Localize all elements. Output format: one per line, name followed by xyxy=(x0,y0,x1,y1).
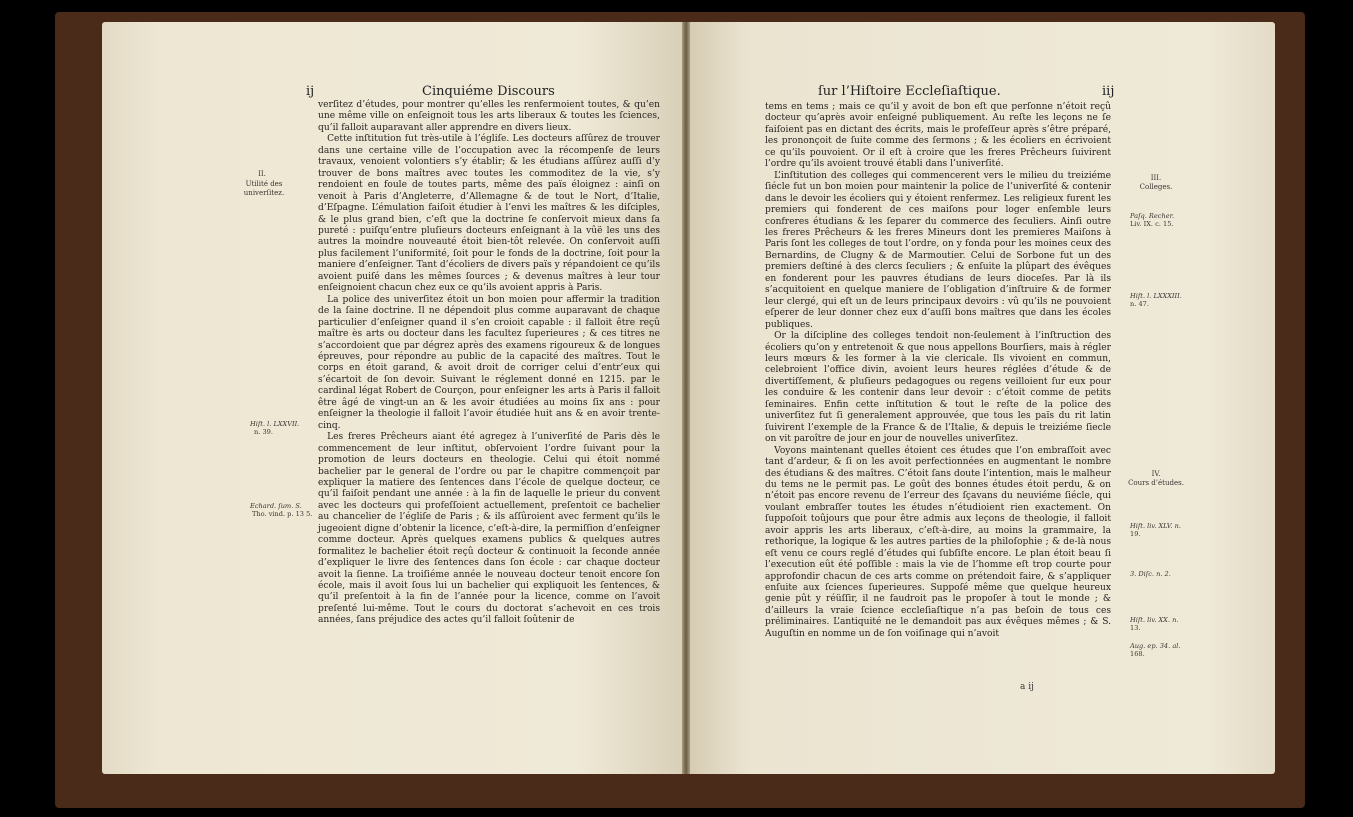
margin-note: Liv. IX. c. 15. xyxy=(1130,220,1174,228)
margin-note: n. 39. xyxy=(254,428,273,436)
paragraph: La police des univerſitez étoit un bon moien pour affermir la tradition de la ſaine doctrine. Il ne dépendoit plus comme auparavant de chaque particulier d’enſeigner quand il s’en croioit capable : il falloit être reçû maître ès arts ou docteur dans les facultez ſuperieures ; & ces titres ne s’accordoient que par dégrez après des examens rigoureux & de longues épreuves, pour répondre au public de la capacité des maîtres. Tout le corps en étoit garand, & avoit droit de corriger celui d’entr’eux qui s’écartoit de ſon devoir. Suivant le réglement donné en 1215. par le cardinal légat Robert de Courçon, pour enſeigner les arts à Paris il falloit être âgé de vingt-un an & les avoir étudiées au moins ſix ans : pour enſeigner la theologie il falloit l’avoir étudiée huit ans & en avoir trente-cinq. xyxy=(318,294,660,431)
margin-section-number: IV. xyxy=(1151,470,1161,478)
paragraph: L’inſtitution des colleges qui commencerent vers le milieu du treiziéme ſiécle fut un bon moien pour maintenir la police de l’univerſité & contenir dans le devoir les écoliers qui y étoient renfermez. Les religieux furent les premiers qui fonderent de ces maiſons pour loger enſemble leurs confreres étudians & les ſeparer du commerce des ſeculiers. Ainſi outre les freres Prêcheurs & les freres Mineurs dont les premieres Maiſons à Paris ſont les colleges de tout l’ordre, on y fonda pour les moines ceux des Bernardins, de Clugny & de Marmoutier. Celui de Sorbone fut un des premiers deſtiné à des clercs ſeculiers ; & enſuite la plûpart des évêques en fonderent pour les pauvres étudians de leurs dioceſes. Par là ils s’acquitoient en quelque maniere de l’obligation d’inſtruire & de former leur clergé, qui eſt un de leurs principaux devoirs : vû qu’ils ne pouvoient eſperer de leur donner chez eux d’auſſi bons maîtres que dans les écoles publiques. xyxy=(765,170,1111,330)
right-page xyxy=(690,22,1275,774)
paragraph: tems en tems ; mais ce qu’il y avoit de bon eſt que perſonne n’étoit reçû docteur qu’après avoir enſeigné publiquement. Au reſte les leçons ne ſe faiſoient pas en dictant des écrits, mais le profeſſeur après s’être préparé, les prononçoit de ſuite comme des ſermons ; & les écoliers en écrivoient ce qu’ils pouvoient. Or il eſt à croire que les freres Prêcheurs ſuivirent l’ordre qu’ils avoient trouvé établi dans l’univerſité. xyxy=(765,102,1111,170)
right-page-number: iij xyxy=(1102,84,1115,99)
left-page-number: ij xyxy=(306,84,315,99)
paragraph: Cette inſtitution fut très-utile à l’égliſe. Les docteurs aſſûrez de trouver dans une certaine ville de l’occupation avec la récompenſe de leurs travaux, venoient volontiers s’y établir; & les étudians aſſûrez auſſi d’y trouver de bons maîtres avec toutes les commoditez de la vie, s’y rendoient en foule de toutes parts, même des païs éloignez : ainſi on venoit à Paris d’Angleterre, d’Allemagne & de tout le Nort, d’Italie, d’Eſpagne. L’émulation faiſoit étudier à l’envi les maîtres & les diſciples, & le plus grand bien, c’eſt que la doctrine ſe conſervoit mieux dans ſa pureté : puiſqu’entre pluſieurs docteurs enſeignant à la vûë les uns des autres la moindre nouveauté étoit bien-tôt relevée. On conſervoit auſſi plus facilement l’uniformité, ſoit pour le fonds de la doctrine, ſoit pour la maniere d’enſeigner. Tant d’écoliers de divers païs y répandoient ce qu’ils avoient puiſé dans les mêmes ſources ; & devenus maîtres à leur tour enſeignoient chacun chez eux ce qu’ils avoient appris à Paris. xyxy=(318,134,660,294)
left-page xyxy=(102,22,682,774)
margin-note: Aug. ep. 34. al. xyxy=(1130,642,1181,650)
margin-note: Hiſt. liv. XX. n. xyxy=(1130,616,1179,624)
margin-note: n. 47. xyxy=(1130,300,1149,308)
margin-section-title: Cours d’études. xyxy=(1128,479,1184,487)
margin-section-title: Colleges. xyxy=(1139,183,1173,191)
margin-note: Hiſt. l. LXXXIII. xyxy=(1130,292,1182,300)
right-body-text xyxy=(765,102,1111,640)
margin-note: Hiſt. l. LXXVII. xyxy=(250,420,300,428)
paragraph: Les freres Prêcheurs aiant été agregez à l’univerſité de Paris dès le commencement de leur inſtitut, obſervoient l’ordre ſuivant pour la promotion de leurs docteurs en theologie. Celui qui étoit nommé bachelier par le general de l’ordre ou par le chapitre commençoit par expliquer la matiere des ſentences dans l’école de quelque docteur, ce qu’il faiſoit pendant une année : à la fin de laquelle le prieur du convent avec les docteurs qui profeſſoient actuellement, preſentoit ce bachelier au chancelier de l’égliſe de Paris ; & ils aſſûroient avec ferment qu’ils le jugeoient digne d’obtenir la licence, c’eſt-à-dire, la permiſſion d’enſeigner comme docteur. Après quelques examens publics & quelques autres formalitez le bachelier étoit reçû docteur & continuoit la ſeconde année d’expliquer le livre des ſentences dans ſon école : car chaque docteur avoit la ſienne. La troiſiéme année le nouveau docteur tenoit encore ſon école, mais il avoit ſous lui un bachelier qui expliquoit les ſentences, & qu’il preſentoit à la fin de l’année pour la licence, comme on l’avoit preſenté lui-même. Tout le cours du doctorat s’achevoit en ces trois années, ſans préjudice des actes qu’il falloit ſoûtenir de xyxy=(318,432,660,626)
margin-note: 13. xyxy=(1130,624,1141,632)
margin-section-number: III. xyxy=(1150,174,1162,182)
margin-section-number: II. xyxy=(258,170,266,178)
margin-note: 168. xyxy=(1130,650,1145,658)
page-signature: a ij xyxy=(1020,682,1034,692)
right-running-title: ſur l’Hiſtoire Eccleſiaſtique. xyxy=(818,84,1001,99)
margin-note: Echard. ſum. S. xyxy=(250,502,302,510)
paragraph: verſitez d’études, pour montrer qu’elles les renfermoient toutes, & qu’en une même ville on enſeignoit tous les arts liberaux & toutes les ſciences, qu’il falloit auparavant aller apprendre en divers lieux. xyxy=(318,100,660,133)
left-running-title: Cinquiéme Discours xyxy=(422,84,555,99)
paragraph: Voyons maintenant quelles étoient ces études que l’on embraſſoit avec tant d’ardeur, & ſi on les avoit perfectionnées en augmentant le nombre des étudians & des maîtres. C’étoit ſans doute l’intention, mais le malheur du tems ne le permit pas. Le goût des bonnes études étoit perdu, & on n’étoit pas encore revenu de l’erreur des ſçavans du neuviéme ſiécle, qui voulant embraſſer toutes les études n’étudioient rien exactement. On ſuppoſoit toûjours que pour être admis aux leçons de theologie, il falloit avoir appris les arts liberaux, c’eſt-à-dire, au moins la grammaire, la rethorique, la logique & les autres parties de la philoſophie ; & de-là nous eſt venu ce cours reglé d’études qui ſubſiſte encore. Le plan étoit beau ſi l’execution eût été poſſible : mais la vie de l’homme eſt trop courte pour approfondir chacun de ces arts comme on prétendoit faire, & s’appliquer enſuite aux ſciences ſuperieures. Suppoſé même que quelque heureux genie pût y réüſſir, il ne faudroit pas le propoſer à tout le monde ; & d’ailleurs la vraie ſcience eccleſiaſtique n’a pas beſoin de tous ces préliminaires. L’antiquité ne le demandoit pas aux évêques mêmes ; & S. Auguſtin en nomme un de ſon voiſinage qui n’avoit xyxy=(765,445,1111,639)
paragraph: Or la diſcipline des colleges tendoit non-ſeulement à l’inſtruction des écoliers qu’on y entretenoit & que nous appellons Bourſiers, mais à régler leurs mœurs & les former à la vie clericale. Ils vivoient en commun, celebroient l’office divin, avoient leurs heures réglées d’étude & de divertiſſement, & pluſieurs pedagogues ou regens veilloient ſur eux pour les conduire & les contenir dans leur devoir : c’étoit comme de petits ſeminaires. Enfin cette inſtitution & tout le reſte de la police des univerſitez fut ſi generalement approuvée, que tous les païs du rit latin ſuivirent l’exemple de la France & de l’Italie, & depuis le treiziéme ſiecle on vit paroître de jour en jour de nouvelles univerſitez. xyxy=(765,331,1111,445)
left-body-text xyxy=(318,100,660,627)
margin-note: 3. Diſc. n. 2. xyxy=(1130,570,1171,578)
margin-note: Paſq. Recher. xyxy=(1130,212,1175,220)
margin-note: Hiſt. liv. XLV. n. xyxy=(1130,522,1181,530)
margin-note: Tho. vind. p. 13 5. xyxy=(252,510,313,518)
book-gutter xyxy=(682,22,690,774)
margin-section-title: Utilité des univerſitez. xyxy=(243,180,285,197)
margin-note: 19. xyxy=(1130,530,1141,538)
